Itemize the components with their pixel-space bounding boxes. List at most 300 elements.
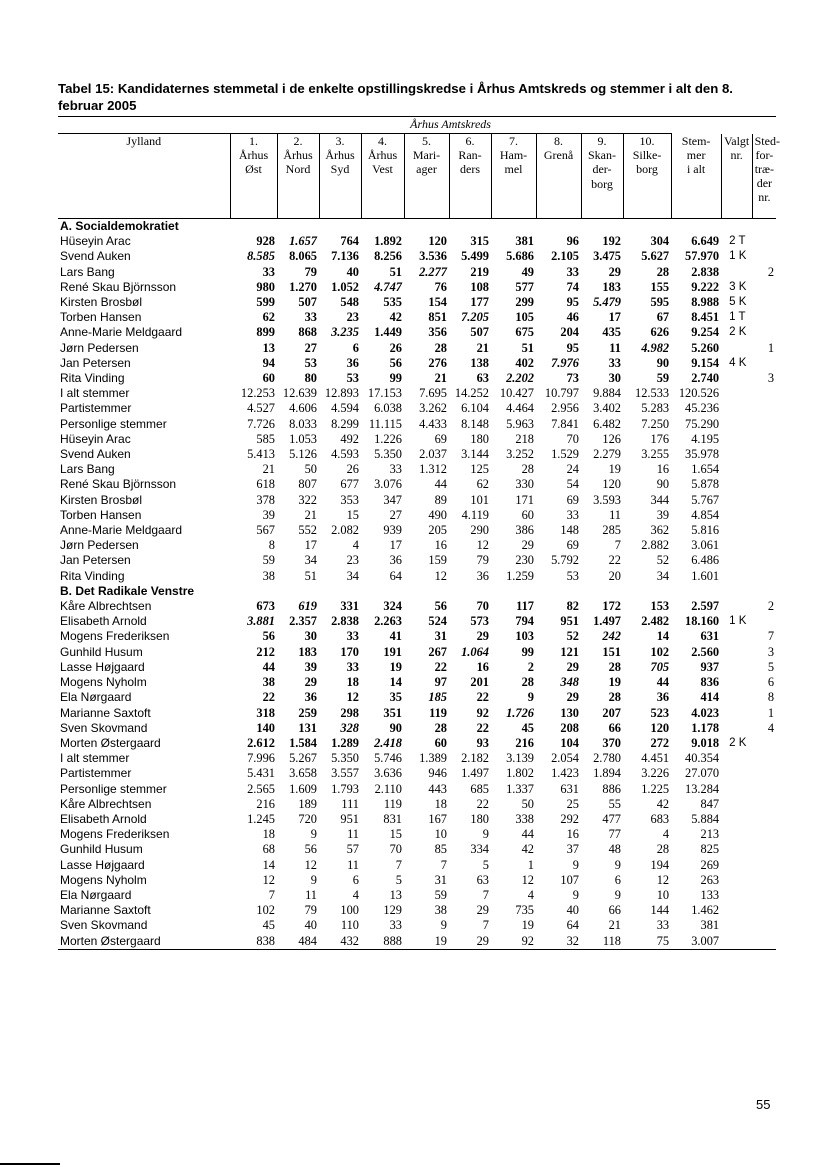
cell-total: 9.254 [691,325,720,340]
cell-c5: 1.312 [419,462,447,477]
cell-c9: 77 [608,827,621,842]
cell-c8: 96 [566,234,579,249]
column-header-line: ager [416,162,437,177]
cell-c10: 362 [650,523,670,538]
row-label: Jørn Pedersen [60,340,139,355]
cell-c1: 8.585 [247,249,275,264]
cell-c1: 7 [268,887,275,902]
cell-c9: 1.894 [593,766,621,781]
cell-c8: 1.529 [551,447,579,462]
column-header-line: der [756,176,773,191]
cell-c7: 5.963 [506,416,534,431]
cell-c3: 53 [346,371,359,386]
cell-c4: 5.350 [374,447,402,462]
cell-c2: 39 [304,659,317,674]
cell-c9: 19 [608,462,621,477]
cell-c5: 3.536 [419,249,447,264]
cell-c8: 107 [560,872,579,887]
table-row [58,295,776,310]
cell-c10: 176 [650,431,670,446]
cell-c9: 3.593 [593,492,621,507]
cell-c3: 4 [352,538,359,553]
cell-total: 5.878 [691,477,720,492]
table-row [58,873,776,888]
cell-c2: 259 [298,705,317,720]
cell-valgt: 1 K [729,615,747,628]
column-header-line: Ham- [499,148,528,163]
cell-c8: 2.105 [551,249,579,264]
party-name: A. Socialdemokratiet [60,219,179,233]
cell-c5: 119 [429,705,447,720]
cell-c3: 3.235 [331,325,359,340]
cell-c1: 8 [268,538,275,553]
cell-sted [752,934,776,950]
column-header-line: Århus [283,148,313,163]
cell-c10: 705 [650,659,670,674]
cell-c4: 3.636 [374,766,402,781]
row-label: Torben Hansen [60,310,142,325]
cell-c6: 201 [470,675,489,690]
cell-c8: 1.423 [551,766,579,781]
cell-sted [752,873,776,888]
cell-c9: 28 [608,659,621,674]
cell-valgt: 4 K [729,356,747,369]
cell-c7: 2.202 [506,371,534,386]
cell-c5: 205 [428,523,447,538]
cell-c7: 92 [491,934,536,950]
cell-c1: 212 [256,644,275,659]
cell-c9: 120 [602,477,621,492]
row-label: Mogens Nyholm [60,675,147,690]
cell-c7: 577 [515,279,534,294]
table-row [58,249,776,264]
row-label: Marianne Saxtoft [60,903,151,918]
cell-c1: 1.245 [247,811,275,826]
cell-c7: 299 [515,295,534,310]
cell-c6: 2.182 [461,751,489,766]
cell-c3: 100 [340,903,359,918]
cell-c1: 673 [256,599,275,614]
cell-c8: 7.976 [551,355,579,370]
cell-c1: 838 [230,934,277,950]
cell-c2: 80 [304,371,317,386]
cell-c6: 29 [449,934,491,950]
cell-c10: 28 [656,264,670,279]
cell-c2: 1.657 [289,234,317,249]
cell-c4: 939 [383,523,402,538]
cell-c9: 370 [602,735,621,750]
cell-c4: 3.076 [374,477,402,492]
cell-c9: 242 [602,629,621,644]
row-label: René Skau Björnsson [60,477,177,492]
cell-c7: 103 [515,629,534,644]
cell-c1: 38 [262,568,275,583]
cell-sted [752,508,776,523]
table-row [58,782,776,797]
column-header-c9 [581,134,623,219]
cell-total: 9.018 [691,735,720,750]
cell-valgt [721,797,752,812]
cell-total: 381 [700,918,720,933]
cell-c7: 1.259 [506,568,534,583]
cell-c6: 685 [470,781,489,796]
cell-c3: 18 [346,675,359,690]
table-row [58,493,776,508]
cell-valgt [721,660,752,675]
cell-sted [752,310,776,325]
cell-total: 631 [700,629,720,644]
cell-c10: 304 [650,234,670,249]
cell-c3: 764 [340,234,359,249]
cell-c8: 69 [566,538,579,553]
cell-c6: 5 [482,857,489,872]
cell-c6: 1.064 [461,644,489,659]
cell-c9: 30 [608,371,621,386]
cell-c7: 1.337 [506,781,534,796]
cell-c9: 151 [602,644,621,659]
cell-total: 27.070 [685,766,720,781]
cell-c2: 79 [304,264,317,279]
cell-c8: 5.792 [551,553,579,568]
cell-sted: 4 [767,720,775,735]
cell-total: 263 [700,872,720,887]
cell-c5: 159 [428,553,447,568]
cell-sted [752,477,776,492]
cell-c4: 888 [361,934,404,950]
cell-c5: 22 [434,659,447,674]
row-label: Kåre Albrechtsen [60,599,152,614]
cell-valgt [721,645,752,660]
cell-c5: 21 [434,371,447,386]
table-row [58,417,776,432]
cell-c4: 8.256 [374,249,402,264]
cell-c1: 12.253 [240,386,275,401]
cell-c4: 15 [389,827,402,842]
cell-c1: 567 [256,523,275,538]
cell-c9: 66 [608,903,621,918]
row-label: Kirsten Brosbøl [60,492,143,507]
cell-c2: 8.033 [289,416,317,431]
cell-valgt [721,827,752,842]
cell-c4: 17.153 [367,386,402,401]
cell-c2: 1.053 [289,431,317,446]
cell-total: 8.988 [691,295,720,310]
cell-c9: 126 [602,431,621,446]
cell-c10: 42 [656,796,670,811]
cell-c3: 331 [340,599,359,614]
cell-sted [752,858,776,873]
cell-c7: 42 [521,842,534,857]
column-header-line: 9. [597,134,607,148]
cell-c8: 104 [560,735,579,750]
cell-c9: 21 [608,918,621,933]
column-header-sted [752,133,780,219]
cell-c3: 3.557 [331,766,359,781]
cell-sted [752,569,776,584]
cell-sted [752,766,776,781]
cell-sted [752,493,776,508]
cell-c9: 11 [609,340,621,355]
cell-c4: 1.226 [374,431,402,446]
cell-c8: 54 [566,477,579,492]
table-row [58,477,776,492]
cell-c9: 285 [602,523,621,538]
cell-c5: 85 [434,842,447,857]
cell-valgt [721,265,752,280]
cell-valgt [721,401,752,416]
cell-c10: 144 [650,903,670,918]
cell-valgt [721,629,752,644]
column-header-line: Stem- [681,133,711,148]
row-label: I alt stemmer [60,386,130,401]
cell-valgt: 2 K [729,326,747,339]
row-label: Lars Bang [60,462,115,477]
cell-c7: 218 [515,431,534,446]
cell-c6: 290 [470,523,489,538]
table-body [58,219,776,950]
column-header-line: 7. [509,134,518,148]
cell-c1: 38 [262,675,275,690]
cell-c4: 324 [383,599,402,614]
cell-total: 2.838 [691,264,720,279]
cell-c7: 330 [515,477,534,492]
cell-c9: 66 [608,720,621,735]
cell-sted: 2 [767,264,775,279]
cell-sted [752,827,776,842]
cell-c7: 99 [521,644,534,659]
cell-c9: 477 [602,811,621,826]
cell-c10: 16 [656,462,670,477]
column-header-line: Århus [238,148,269,163]
cell-sted [752,538,776,553]
cell-c7: 105 [515,310,534,325]
column-header-line: Nord [285,162,311,177]
column-header-line: borg [636,162,658,177]
cell-c4: 13 [389,887,402,902]
cell-c5: 185 [428,690,447,705]
cell-valgt [721,751,752,766]
cell-total: 3.061 [691,538,720,553]
cell-total: 6.649 [691,234,720,249]
cell-c5: 10 [434,827,447,842]
cell-c5: 490 [428,507,447,522]
cell-valgt [721,508,752,523]
cell-c3: 2.082 [331,523,359,538]
cell-c4: 42 [389,310,402,325]
cell-c4: 33 [389,462,402,477]
column-header-line: ders [460,162,480,177]
cell-c7: 386 [515,523,534,538]
cell-c6: 16 [476,659,489,674]
table-row [58,918,776,933]
cell-c2: 27 [304,340,317,355]
cell-c4: 535 [383,295,402,310]
column-header-line: Øst [245,162,262,177]
cell-c1: 56 [262,629,275,644]
cell-c8: 10.797 [544,386,579,401]
cell-c9: 6.482 [593,416,621,431]
cell-c9: 11 [609,507,621,522]
cell-c7: 45 [521,720,534,735]
cell-c1: 378 [256,492,275,507]
cell-c9: 2.780 [593,751,621,766]
cell-c6: 79 [476,553,489,568]
cell-sted [752,295,776,310]
cell-c6: 125 [470,462,489,477]
cell-total: 40.354 [685,751,720,766]
cell-c1: 44 [262,659,275,674]
cell-c3: 1.793 [331,781,359,796]
column-header-line: Vest [372,162,393,177]
cell-c2: 9 [310,872,317,887]
row-label: Personlige stemmer [60,781,167,796]
cell-c6: 4.119 [461,507,489,522]
table-row [58,569,776,584]
cell-c8: 121 [560,644,579,659]
cell-c7: 171 [515,492,534,507]
table-row [58,645,776,660]
cell-c7: 3.139 [506,751,534,766]
cell-c8: 82 [566,599,579,614]
cell-c4: 27 [389,507,402,522]
table-row [58,751,776,766]
cell-sted: 5 [767,659,775,674]
cell-valgt: 2 K [729,736,747,749]
cell-c2: 12 [304,857,317,872]
cell-c2: 9 [310,827,317,842]
cell-c6: 1.497 [461,766,489,781]
cell-c3: 12.893 [324,386,359,401]
super-header: Århus Amtskreds [230,117,671,134]
cell-c4: 35 [389,690,402,705]
cell-valgt [721,873,752,888]
cell-c6: 138 [470,355,489,370]
cell-c4: 70 [389,842,402,857]
table-row [58,310,776,325]
cell-c10: 28 [656,842,670,857]
cell-c1: 7.996 [247,751,275,766]
cell-c5: 7.695 [419,386,447,401]
cell-c4: 119 [383,796,402,811]
cell-c10: 102 [650,644,670,659]
row-label: Morten Østergaard [58,934,230,950]
cell-total: 18.160 [685,614,720,629]
cell-total: 937 [700,659,720,674]
cell-c8: 7.841 [551,416,579,431]
cell-c2: 36 [304,690,317,705]
cell-c10: 2.882 [641,538,670,553]
cell-c6: 22 [476,796,489,811]
cell-c5: 2.037 [419,447,447,462]
table-row [58,858,776,873]
cell-c1: 585 [256,431,275,446]
cell-c5: 60 [434,735,447,750]
cell-c5: 31 [434,629,447,644]
column-header-line: nr. [730,147,743,162]
cell-c8: 32 [536,934,581,950]
cell-c2: 11 [305,887,317,902]
column-header-c5 [404,134,449,219]
column-header-total [671,134,721,219]
cell-c4: 11.115 [368,416,402,431]
cell-c2: 12.639 [282,386,317,401]
cell-c2: 4.606 [289,401,317,416]
cell-valgt [721,447,752,462]
cell-sted [752,401,776,416]
cell-valgt [721,417,752,432]
cell-c5: 69 [434,431,447,446]
cell-c8: 29 [566,659,579,674]
row-label: Lasse Højgaard [60,659,145,674]
cell-c5: 9 [440,918,447,933]
cell-c1: 102 [256,903,275,918]
cell-valgt [721,812,752,827]
row-label: Sven Skovmand [60,918,148,933]
column-header-line: Grenå [543,148,574,163]
cell-c4: 26 [389,340,402,355]
cell-total: 414 [700,690,720,705]
cell-c2: 5.267 [289,751,317,766]
cell-total: 1.601 [691,568,720,583]
cell-c4: 191 [383,644,402,659]
row-label: Anne-Marie Meldgaard [60,325,183,340]
cell-valgt [721,888,752,903]
cell-c6: 22 [476,720,489,735]
column-header-line: Ran- [458,148,482,163]
cell-c2: 21 [304,507,317,522]
table-row [58,629,776,644]
cell-c3: 5.350 [331,751,359,766]
row-label: Lasse Højgaard [60,857,145,872]
column-header-line: nr. [758,190,771,205]
party-heading-row [58,219,776,235]
cell-valgt [721,782,752,797]
column-header-line: 3. [335,134,345,148]
cell-c4: 5 [395,872,402,887]
column-header-line: for- [755,147,774,162]
cell-total: 13.284 [685,781,720,796]
cell-c2: 189 [298,796,317,811]
cell-valgt [721,432,752,447]
cell-c3: 8.299 [331,416,359,431]
column-header-line: Århus [367,148,398,163]
cell-total: 1.654 [691,462,720,477]
cell-c5: 44 [434,477,447,492]
cell-c10: 52 [656,553,670,568]
cell-valgt [721,721,752,736]
cell-c3: 26 [346,462,359,477]
cell-c5: 3.262 [419,401,447,416]
cell-c6: 108 [470,279,489,294]
row-label: Jan Petersen [60,553,131,568]
cell-sted [752,432,776,447]
column-header-line: mel [504,162,523,177]
column-header-line: 6. [465,134,475,148]
cell-c10: 194 [650,857,670,872]
cell-c4: 56 [389,355,402,370]
cell-c6: 334 [470,842,489,857]
cell-total: 4.854 [691,507,720,522]
cell-c10: 36 [656,690,670,705]
cell-c7: 216 [515,735,534,750]
cell-c2: 29 [304,675,317,690]
cell-c2: 30 [304,629,317,644]
cell-c6: 62 [476,477,489,492]
cell-c10: 3.226 [641,766,670,781]
cell-c4: 64 [389,568,402,583]
cell-c6: 6.104 [461,401,489,416]
cell-sted [752,736,776,751]
